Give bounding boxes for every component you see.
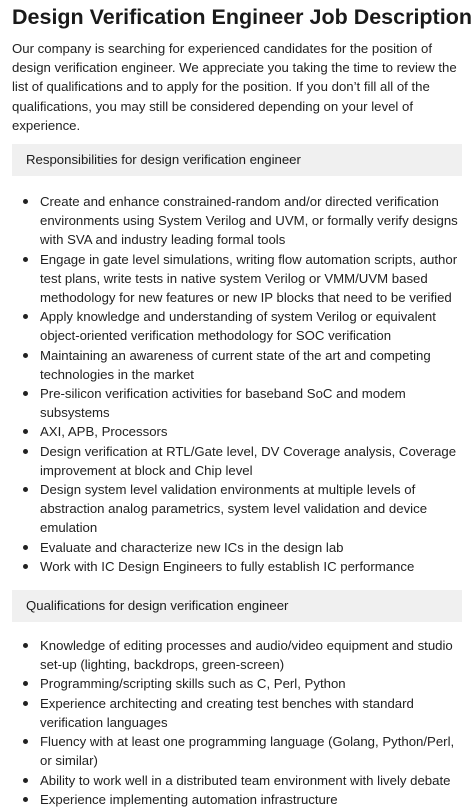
list-item-text: Apply knowledge and understanding of system Verilog or equivalent object-oriented verification methodology for SOC verification <box>40 309 436 344</box>
bullet-icon <box>23 429 28 434</box>
qualifications-list <box>12 636 462 809</box>
list-item-text: Knowledge of editing processes and audio/video equipment and studio set-up (lighting, backdrops, green-screen) <box>40 638 453 673</box>
list-item-text: Ability to work well in a distributed team environment with lively debate <box>40 772 451 788</box>
list-item <box>36 307 462 345</box>
bullet-icon <box>23 778 28 783</box>
list-item <box>36 422 462 441</box>
list-item-text: Engage in gate level simulations, writing flow automation scripts, author test plans, write tests in native system Verilog or VMM/UVM based methodology for new features or new IP blocks that need to be verified <box>40 251 458 306</box>
list-item <box>36 192 462 250</box>
bullet-icon <box>23 701 28 706</box>
bullet-icon <box>23 643 28 648</box>
bullet-icon <box>23 353 28 358</box>
bullet-icon <box>23 487 28 492</box>
list-item-text: Experience implementing automation infrastructure <box>40 791 338 807</box>
list-item <box>36 636 462 674</box>
list-item-text: Design verification at RTL/Gate level, DV Coverage analysis, Coverage improvement at block and Chip level <box>40 443 457 478</box>
bullet-icon <box>23 391 28 396</box>
responsibilities-heading: Responsibilities for design verification engineer <box>12 144 462 176</box>
list-item-text: Create and enhance constrained-random and/or directed verification environments using System Verilog and UVM, or formally verify designs with SVA and industry leading formal tools <box>40 194 458 248</box>
intro-paragraph: Our company is searching for experienced candidates for the position of design verification engineer. We appreciate you taking the time to review the list of qualifications and to apply for the position. If you don’t fill all of the qualifications, you may still be considered depending on your level of experience. <box>12 41 457 133</box>
responsibilities-list <box>12 192 462 576</box>
bullet-icon <box>23 739 28 744</box>
bullet-icon <box>23 257 28 262</box>
list-item <box>36 674 462 693</box>
list-item-text: Maintaining an awareness of current state of the art and competing technologies in the market <box>40 347 431 382</box>
list-item <box>36 480 462 538</box>
list-item-text: Programming/scripting skills such as C, Perl, Python <box>40 676 346 692</box>
bullet-icon <box>23 564 28 569</box>
list-item-text: Experience architecting and creating test benches with standard verification languages <box>40 695 414 730</box>
bullet-icon <box>23 681 28 686</box>
list-item <box>36 442 462 480</box>
list-item <box>36 384 462 422</box>
list-item-text: Pre-silicon verification activities for baseband SoC and modem subsystems <box>40 386 406 421</box>
bullet-icon <box>23 449 28 454</box>
list-item-text: AXI, APB, Processors <box>40 424 168 440</box>
list-item <box>36 557 462 576</box>
list-item-text: Design system level validation environments at multiple levels of abstraction analog parametrics, system level validation and device emulation <box>40 482 428 536</box>
list-item <box>36 771 462 790</box>
qualifications-heading: Qualifications for design verification engineer <box>12 590 462 622</box>
list-item-text: Fluency with at least one programming language (Golang, Python/Perl, or similar) <box>40 734 455 769</box>
list-item <box>36 250 462 308</box>
list-item <box>36 732 462 770</box>
bullet-icon <box>23 199 28 204</box>
bullet-icon <box>23 545 28 550</box>
bullet-icon <box>23 797 28 802</box>
list-item <box>36 538 462 557</box>
list-item <box>36 346 462 384</box>
bullet-icon <box>23 314 28 319</box>
list-item-text: Evaluate and characterize new ICs in the design lab <box>40 539 344 555</box>
page-title: Design Verification Engineer Job Description <box>12 5 472 29</box>
list-item <box>36 790 462 809</box>
list-item-text: Work with IC Design Engineers to fully establish IC performance <box>40 558 415 574</box>
